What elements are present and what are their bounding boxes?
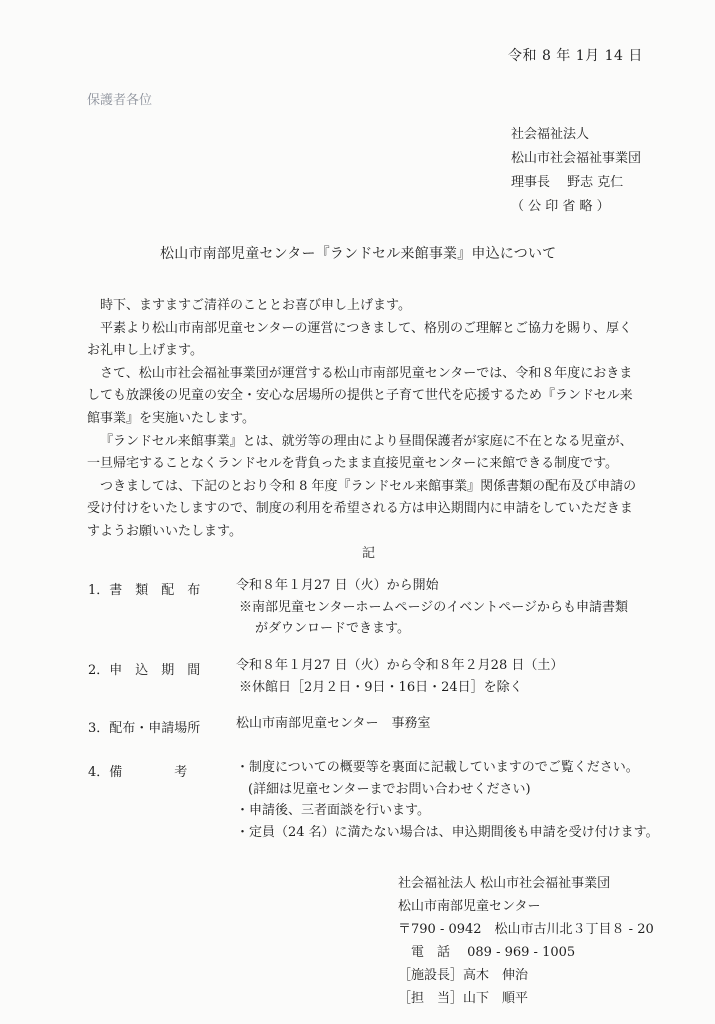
document-body [87,295,637,544]
body-paragraph-request: つきましては、下記のとおり令和 8 年度『ランドセル来館事業』関係書類の配布及び申請の受け付けをいたしますので、制度の利用を希望される方は申込期間内に申請をしていただきますようお願いいたします。 [87,478,637,539]
item-1-line-3: がダウンロードできます。 [255,621,410,636]
item-4-label: 4．備 考 [88,765,188,780]
item-4-content [236,757,659,843]
item-1-line-1: 令和８年１月27 日（火）から開始 [236,578,439,593]
item-4-line-4: ・定員（24 名）に満たない場合は、申込期間後も申請を受け付けます。 [236,824,659,840]
footer-phone: 電 話 089 - 969 - 1005 [398,945,576,960]
footer-contact-person: ［担 当］山下 順平 [398,991,529,1006]
item-4-line-2: (詳細は児童センターまでお問い合わせください) [248,781,531,797]
item-1-line-2: ※南部児童センターホームページのイベントページからも申請書類 [239,599,628,615]
item-2-line-2: ※休館日［2月２日・9日・16日・24日］を除く [239,679,523,695]
item-2-label: 2．申 込 期 間 [88,663,201,678]
notes-heading: 記 [362,546,376,561]
item-3-label: 3．配布・申請場所 [88,721,201,736]
item-2-content [236,655,563,698]
body-paragraph-program: さて、松山市社会福祉事業団が運営する松山市南部児童センターでは、令和８年度におきましても放課後の児童の安全・安心な居場所の提供と子育て世代を応援するため『ランドセル来館事業』を実施いたします。 [87,365,633,426]
item-4-line-1: ・制度についての概要等を裏面に記載していますのでご覧ください。 [236,760,639,775]
footer-center-name: 松山市南部児童センター [398,899,541,914]
item-4-line-3: ・申請後、三者面談を行います。 [236,803,430,818]
footer-org: 社会福祉法人 松山市社会福祉事業団 [398,876,611,891]
seal-omitted-note: （ 公 印 省 略 ） [511,199,610,214]
body-paragraph-thanks: 平素より松山市南部児童センターの運営につきまして、格別のご理解とご協力を賜り、厚くお礼申し上げます。 [87,320,632,359]
item-3-content [236,713,430,735]
body-paragraph-greeting: 時下、ますますご清祥のこととお喜び申し上げます。 [100,298,411,313]
addressee: 保護者各位 [87,93,153,108]
item-3-line-1: 松山市南部児童センター 事務室 [236,716,431,731]
sender-org-name: 松山市社会福祉事業団 [511,151,642,166]
footer-address: 〒790 - 0942 松山市古川北３丁目８ - 20 [398,922,654,937]
sender-org-type: 社会福祉法人 [511,127,590,142]
body-paragraph-definition: 『ランドセル来館事業』とは、就労等の理由により昼間保護者が家庭に不在となる児童が、一旦帰宅することなくランドセルを背負ったまま直接児童センターに来館できる制度です。 [87,433,633,472]
item-1-content [236,575,628,640]
document-title: 松山市南部児童センター『ランドセル来館事業』申込について [160,246,557,262]
item-1-label: 1．書 類 配 布 [88,583,201,598]
footer-facility-head: ［施設長］高木 伸治 [398,968,529,983]
item-2-line-1: 令和８年１月27 日（火）から令和８年２月28 日（土） [236,658,564,673]
sender-director: 理事長 野志 克仁 [511,175,624,190]
document-date: 令和 8 年 1月 14 日 [508,48,643,64]
